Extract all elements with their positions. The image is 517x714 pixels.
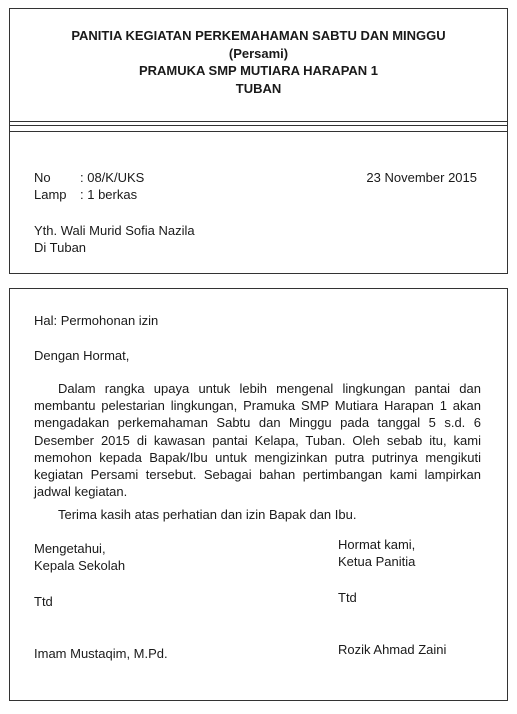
letterhead [10,27,507,97]
signature-right-name: Rozik Ahmad Zaini [338,642,447,657]
header-rule-1 [10,121,507,122]
letter-greeting: Dengan Hormat, [34,348,130,363]
recipient-line-1: Yth. Wali Murid Sofia Nazila [34,223,195,238]
letterhead-line-2: (Persami) [228,45,289,61]
letterhead-line-1: PANITIA KEGIATAN PERKEMAHAMAN SABTU DAN MINGGU [71,28,446,43]
signature-left-name: Imam Mustaqim, M.Pd. [34,646,168,661]
letterhead-line-4: TUBAN [235,80,282,96]
signature-left-line-1: Mengetahui, [34,541,106,556]
letter-attachment [34,186,137,204]
signature-right-line-2: Ketua Panitia [338,554,416,569]
signature-right-line-1: Hormat kami, [338,537,416,552]
letter-thanks: Terima kasih atas perhatian dan izin Bapak dan Ibu. [58,507,357,522]
signature-right-ttd: Ttd [338,590,357,605]
signature-left-ttd: Ttd [34,594,53,609]
letter-number [34,169,144,187]
letter-number-label: No [34,170,51,185]
letter-attachment-label: Lamp [34,187,67,202]
letterhead-line-3: PRAMUKA SMP MUTIARA HARAPAN 1 [138,63,379,78]
letter-subject: Hal: Permohonan izin [34,313,159,328]
letter-date: 23 November 2015 [366,170,477,185]
letter-body-paragraph: Dalam rangka upaya untuk lebih mengenal lingkungan pantai dan membantu pelestarian lingkungan, Pramuka SMP Mutiara Harapan 1 akan mengadakan perkemahaman Sabtu dan Minggu pada tanggal 5 s.d. 6 Desember 2015 di kawasan pantai Kelapa, Tuban. Oleh sebab itu, kami memohon kepada Bapak/Ibu untuk mengizinkan putra putrinya mengikuti kegiatan Persami tersebut. Sebagai bahan pertimbangan kami lampirkan jadwal kegiatan. [34,381,481,500]
header-rule-3 [10,131,507,132]
letterhead-box [9,8,508,274]
signature-left-line-2: Kepala Sekolah [34,558,126,573]
letter-attachment-value: : 1 berkas [80,187,138,202]
letter-body-box [9,288,508,701]
header-rule-2 [10,125,507,126]
recipient-line-2: Di Tuban [34,240,87,255]
letter-number-value: : 08/K/UKS [80,170,145,185]
